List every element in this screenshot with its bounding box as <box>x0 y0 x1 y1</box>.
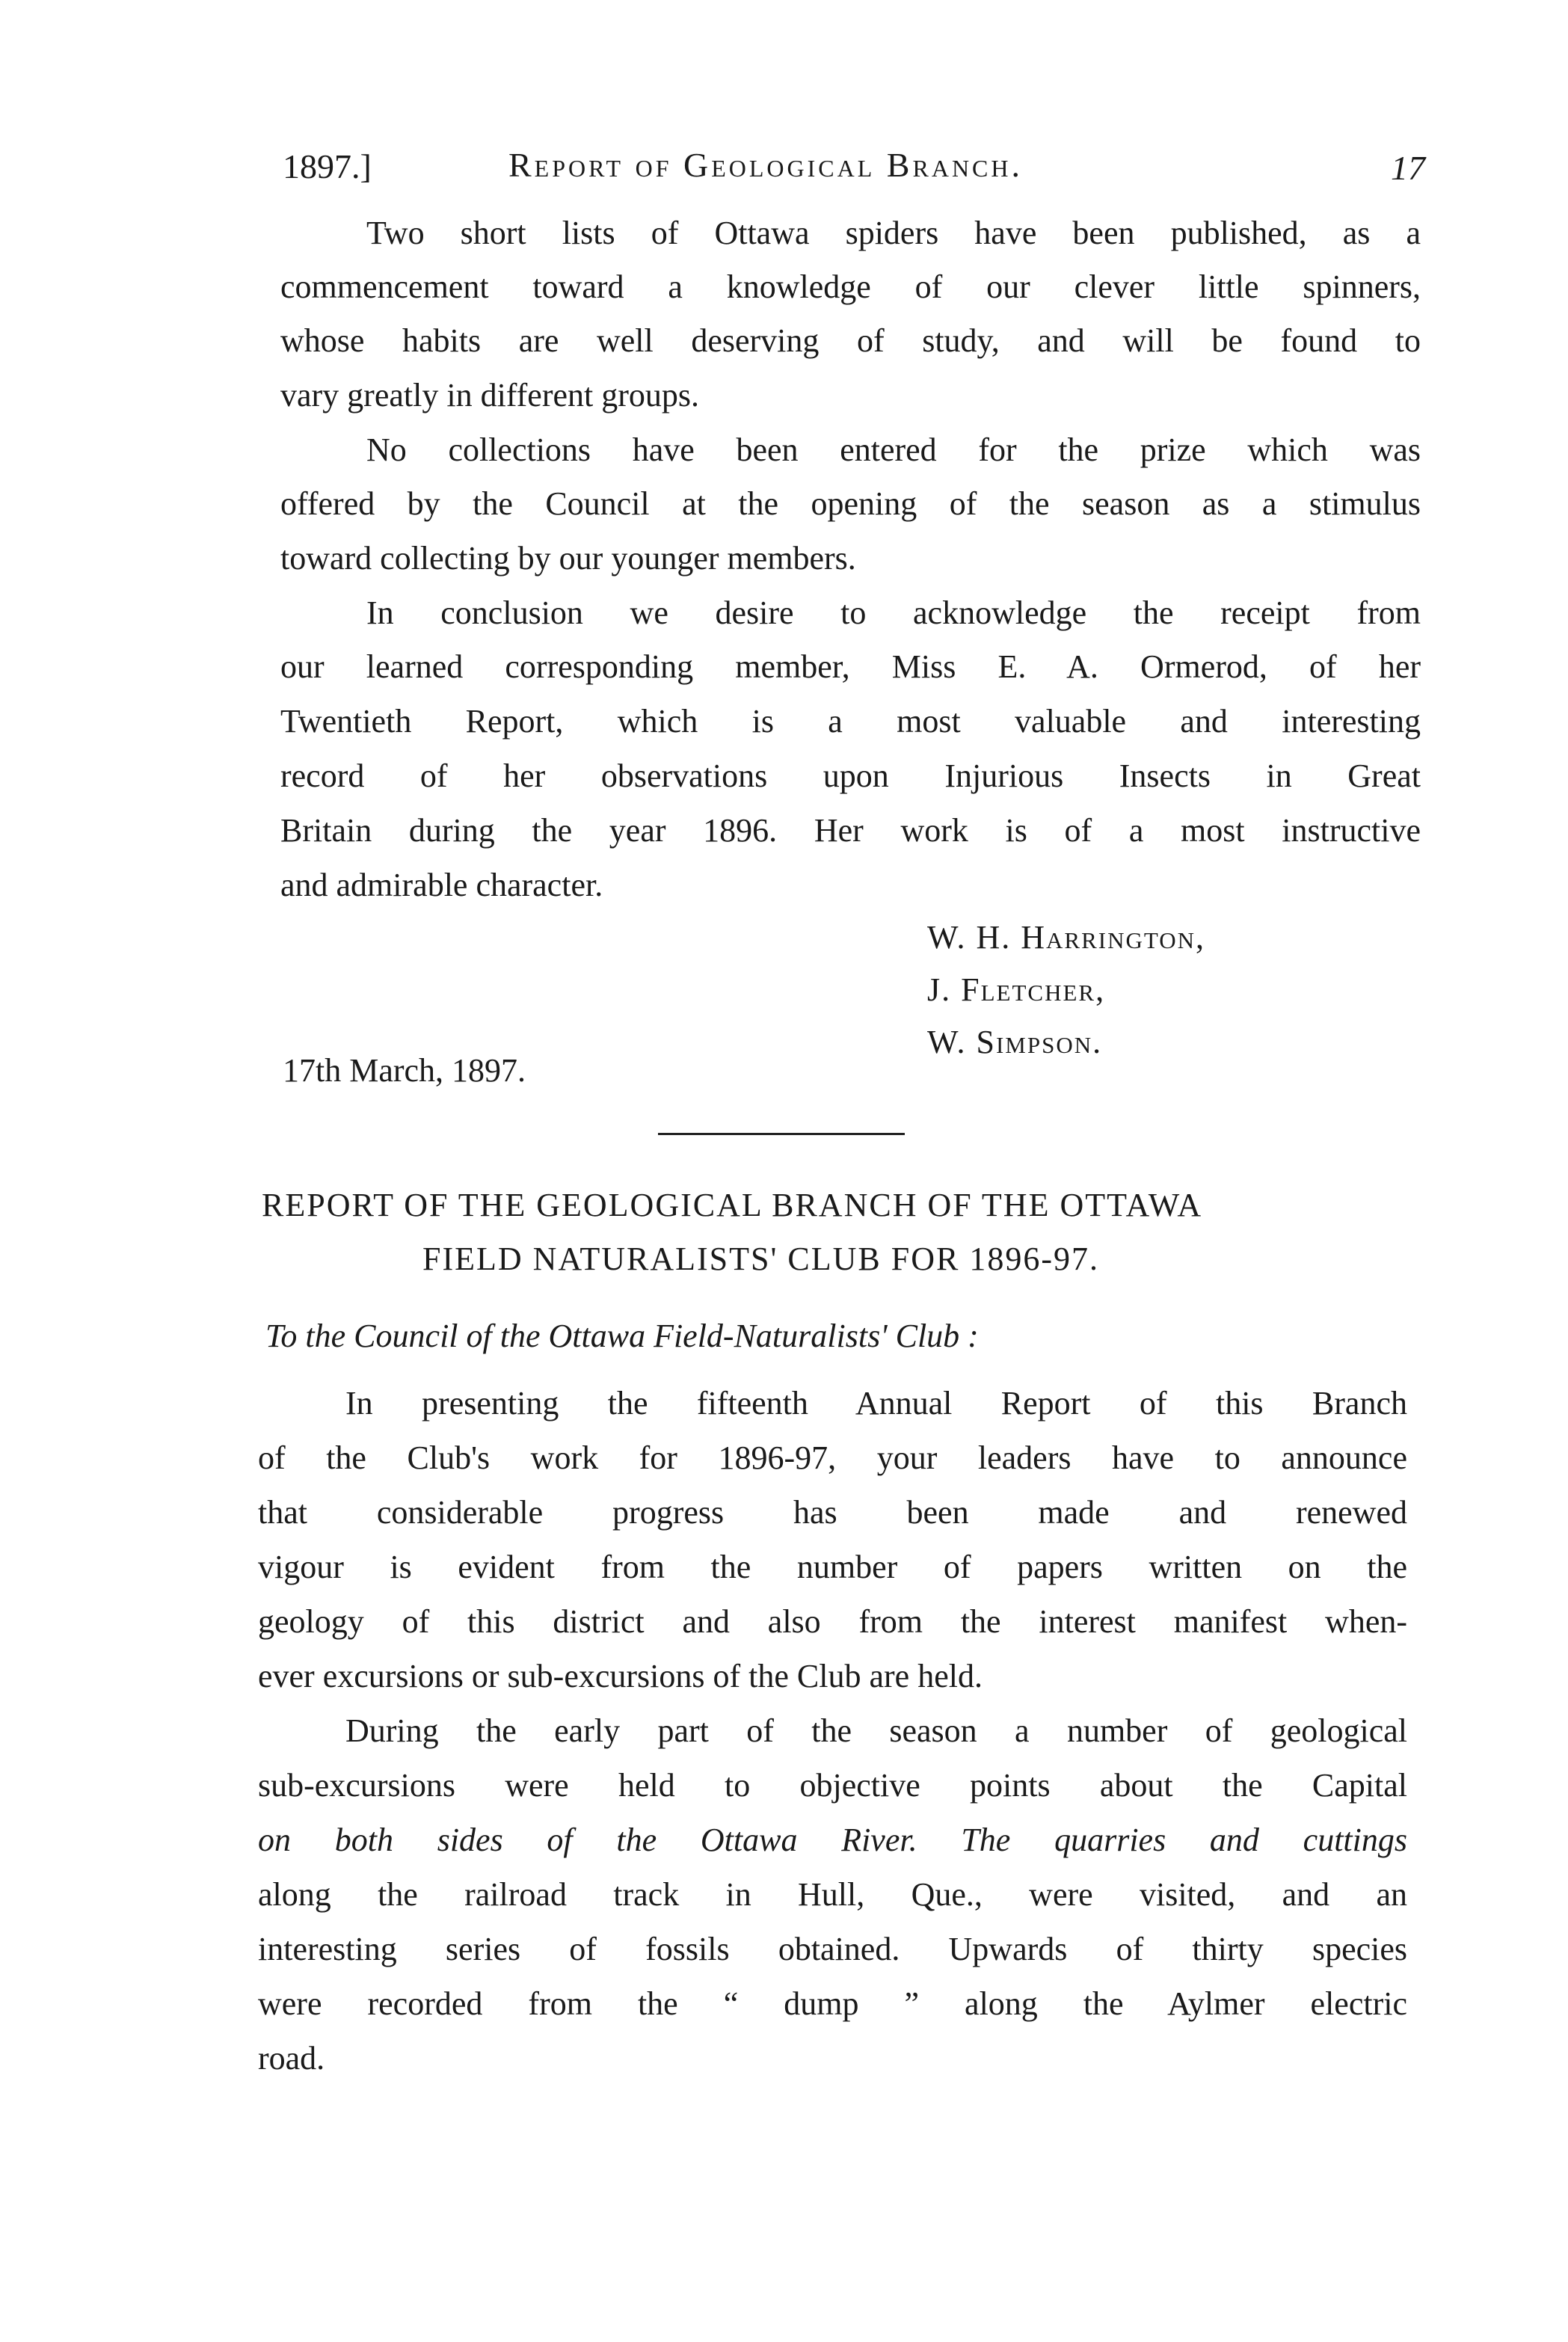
salutation: To the Council of the Ottawa Field-Naturalists' Club : <box>265 1318 979 1354</box>
text-line: along the railroad track in Hull, Que., were visited, and an <box>258 1876 1407 1913</box>
text-line: and admirable character. <box>280 867 603 903</box>
report-date: 17th March, 1897. <box>283 1052 526 1089</box>
text-line: were recorded from the “ dump ” along the Aylmer electric <box>258 1985 1407 2022</box>
text-line: interesting series of fossils obtained. Upwards of thirty species <box>258 1931 1407 1967</box>
text-line: of the Club's work for 1896-97, your leaders have to announce <box>258 1439 1407 1476</box>
text-line: geology of this district and also from the interest manifest when- <box>258 1603 1407 1640</box>
text-line: offered by the Council at the opening of the season as a stimulus <box>280 485 1421 522</box>
section-heading: REPORT OF THE GEOLOGICAL BRANCH OF THE OTTAWA <box>262 1187 1203 1223</box>
signatory: W. H. Harrington, <box>927 919 1206 956</box>
text-line: In presenting the fifteenth Annual Report of this Branch <box>345 1385 1407 1422</box>
text-line: commencement toward a knowledge of our clever little spinners, <box>280 268 1421 305</box>
text-line: In conclusion we desire to acknowledge the receipt from <box>366 594 1421 631</box>
signatory: W. Simpson. <box>927 1024 1103 1060</box>
text-line: road. <box>258 2040 325 2077</box>
text-line: whose habits are well deserving of study, and will be found to <box>280 322 1421 359</box>
text-line: our learned corresponding member, Miss E. A. Ormerod, of her <box>280 648 1421 685</box>
text-line: sub-excursions were held to objective points about the Capital <box>258 1767 1407 1804</box>
text-line: ever excursions or sub-excursions of the Club are held. <box>258 1658 983 1694</box>
header-title: Report of Geological Branch. <box>508 146 1024 184</box>
text-line: Twentieth Report, which is a most valuable and interesting <box>280 703 1421 740</box>
section-divider <box>658 1133 905 1135</box>
text-line: vary greatly in different groups. <box>280 377 700 414</box>
text-line: Britain during the year 1896. Her work is of a most instructive <box>280 812 1421 849</box>
text-line: toward collecting by our younger members. <box>280 540 856 577</box>
section-heading: FIELD NATURALISTS' CLUB FOR 1896-97. <box>422 1241 1099 1277</box>
header-page-number: 17 <box>1391 149 1425 187</box>
text-line: Two short lists of Ottawa spiders have been published, as a <box>366 215 1421 251</box>
signatory: J. Fletcher, <box>927 971 1106 1008</box>
text-line: record of her observations upon Injurious Insects in Great <box>280 757 1421 794</box>
text-line: No collections have been entered for the prize which was <box>366 431 1421 468</box>
header-year: 1897.] <box>283 147 372 185</box>
text-line: that considerable progress has been made and renewed <box>258 1494 1407 1531</box>
text-line: During the early part of the season a number of geological <box>345 1712 1407 1749</box>
text-line: vigour is evident from the number of papers written on the <box>258 1549 1407 1585</box>
text-line: on both sides of the Ottawa River. The quarries and cuttings <box>258 1822 1407 1858</box>
